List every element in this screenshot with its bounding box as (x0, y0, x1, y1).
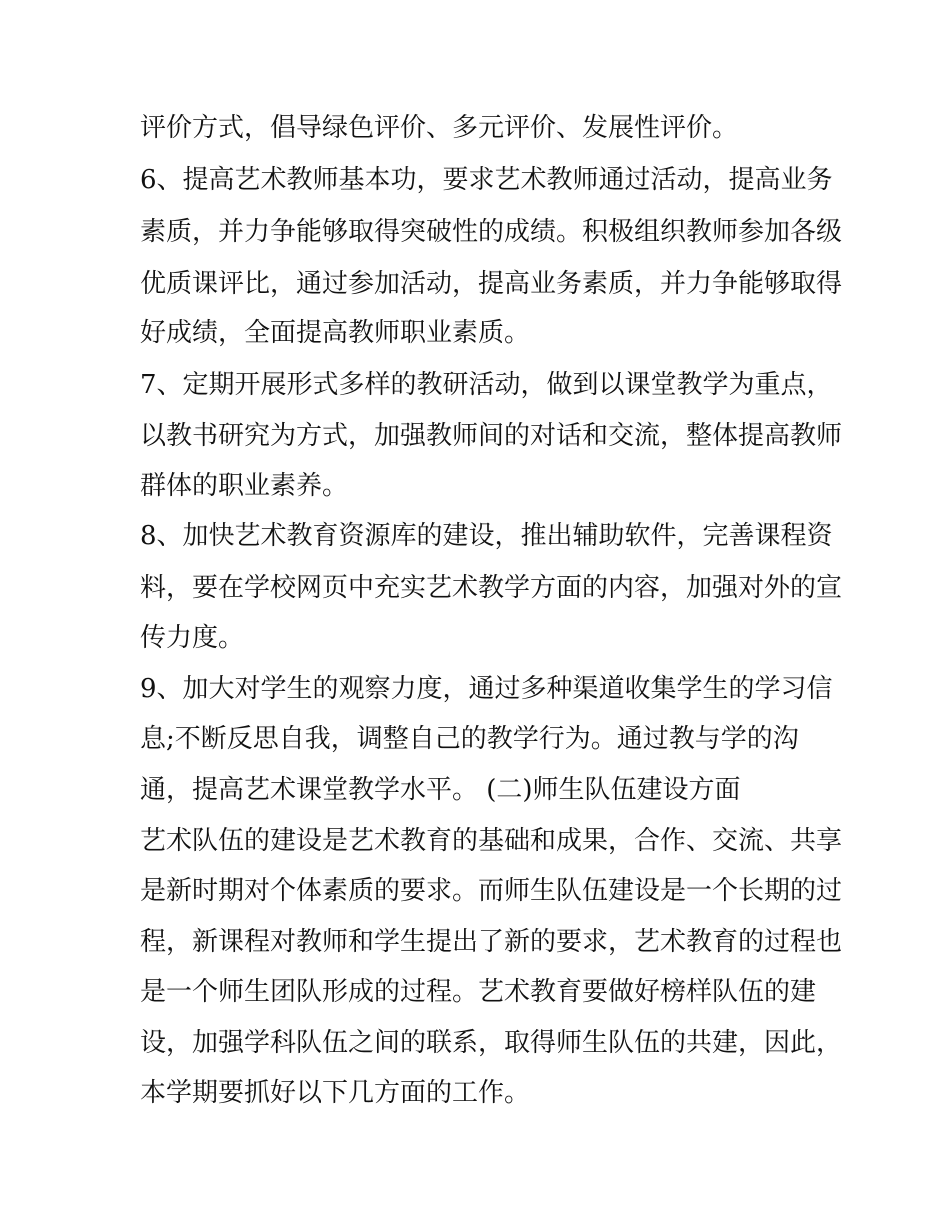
text-line: 是一个师生团队形成的过程。艺术教育要做好榜样队伍的建 (140, 977, 817, 1007)
text-line: 9、加大对学生的观察力度，通过多种渠道收集学生的学习信 (140, 674, 833, 704)
text-line: 传力度。 (140, 623, 245, 653)
text-line: 6、提高艺术教师基本功，要求艺术教师通过活动，提高业务 (140, 165, 833, 195)
text-line: 评价方式，倡导绿色评价、多元评价、发展性评价。 (140, 113, 739, 143)
text-line: 群体的职业素养。 (140, 471, 349, 501)
text-line: 以教书研究为方式，加强教师间的对话和交流，整体提高教师 (140, 421, 843, 451)
text-line: 艺术队伍的建设是艺术教育的基础和成果，合作、交流、共享 (140, 826, 843, 856)
text-line: 程，新课程对教师和学生提出了新的要求，艺术教育的过程也 (140, 927, 843, 957)
text-line: 设，加强学科队伍之间的联系，取得师生队伍的共建，因此， (140, 1028, 843, 1058)
text-line: 息;不断反思自我，调整自己的教学行为。通过教与学的沟 (140, 724, 799, 754)
text-line: 是新时期对个体素质的要求。而师生队伍建设是一个长期的过 (140, 876, 843, 906)
text-line: 料，要在学校网页中充实艺术教学方面的内容，加强对外的宣 (140, 573, 843, 603)
text-line: 好成绩，全面提高教师职业素质。 (140, 318, 531, 348)
text-line: 素质，并力争能够取得突破性的成绩。积极组织教师参加各级 (140, 217, 843, 247)
text-line: 8、加快艺术教育资源库的建设，推出辅助软件，完善课程资 (140, 521, 833, 551)
text-line: 7、定期开展形式多样的教研活动，做到以课堂教学为重点， (140, 370, 833, 400)
text-line: 通，提高艺术课堂教学水平。 (二)师生队伍建设方面 (140, 775, 741, 805)
text-line: 优质课评比，通过参加活动，提高业务素质，并力争能够取得 (140, 269, 843, 299)
text-line: 本学期要抓好以下几方面的工作。 (140, 1078, 531, 1108)
